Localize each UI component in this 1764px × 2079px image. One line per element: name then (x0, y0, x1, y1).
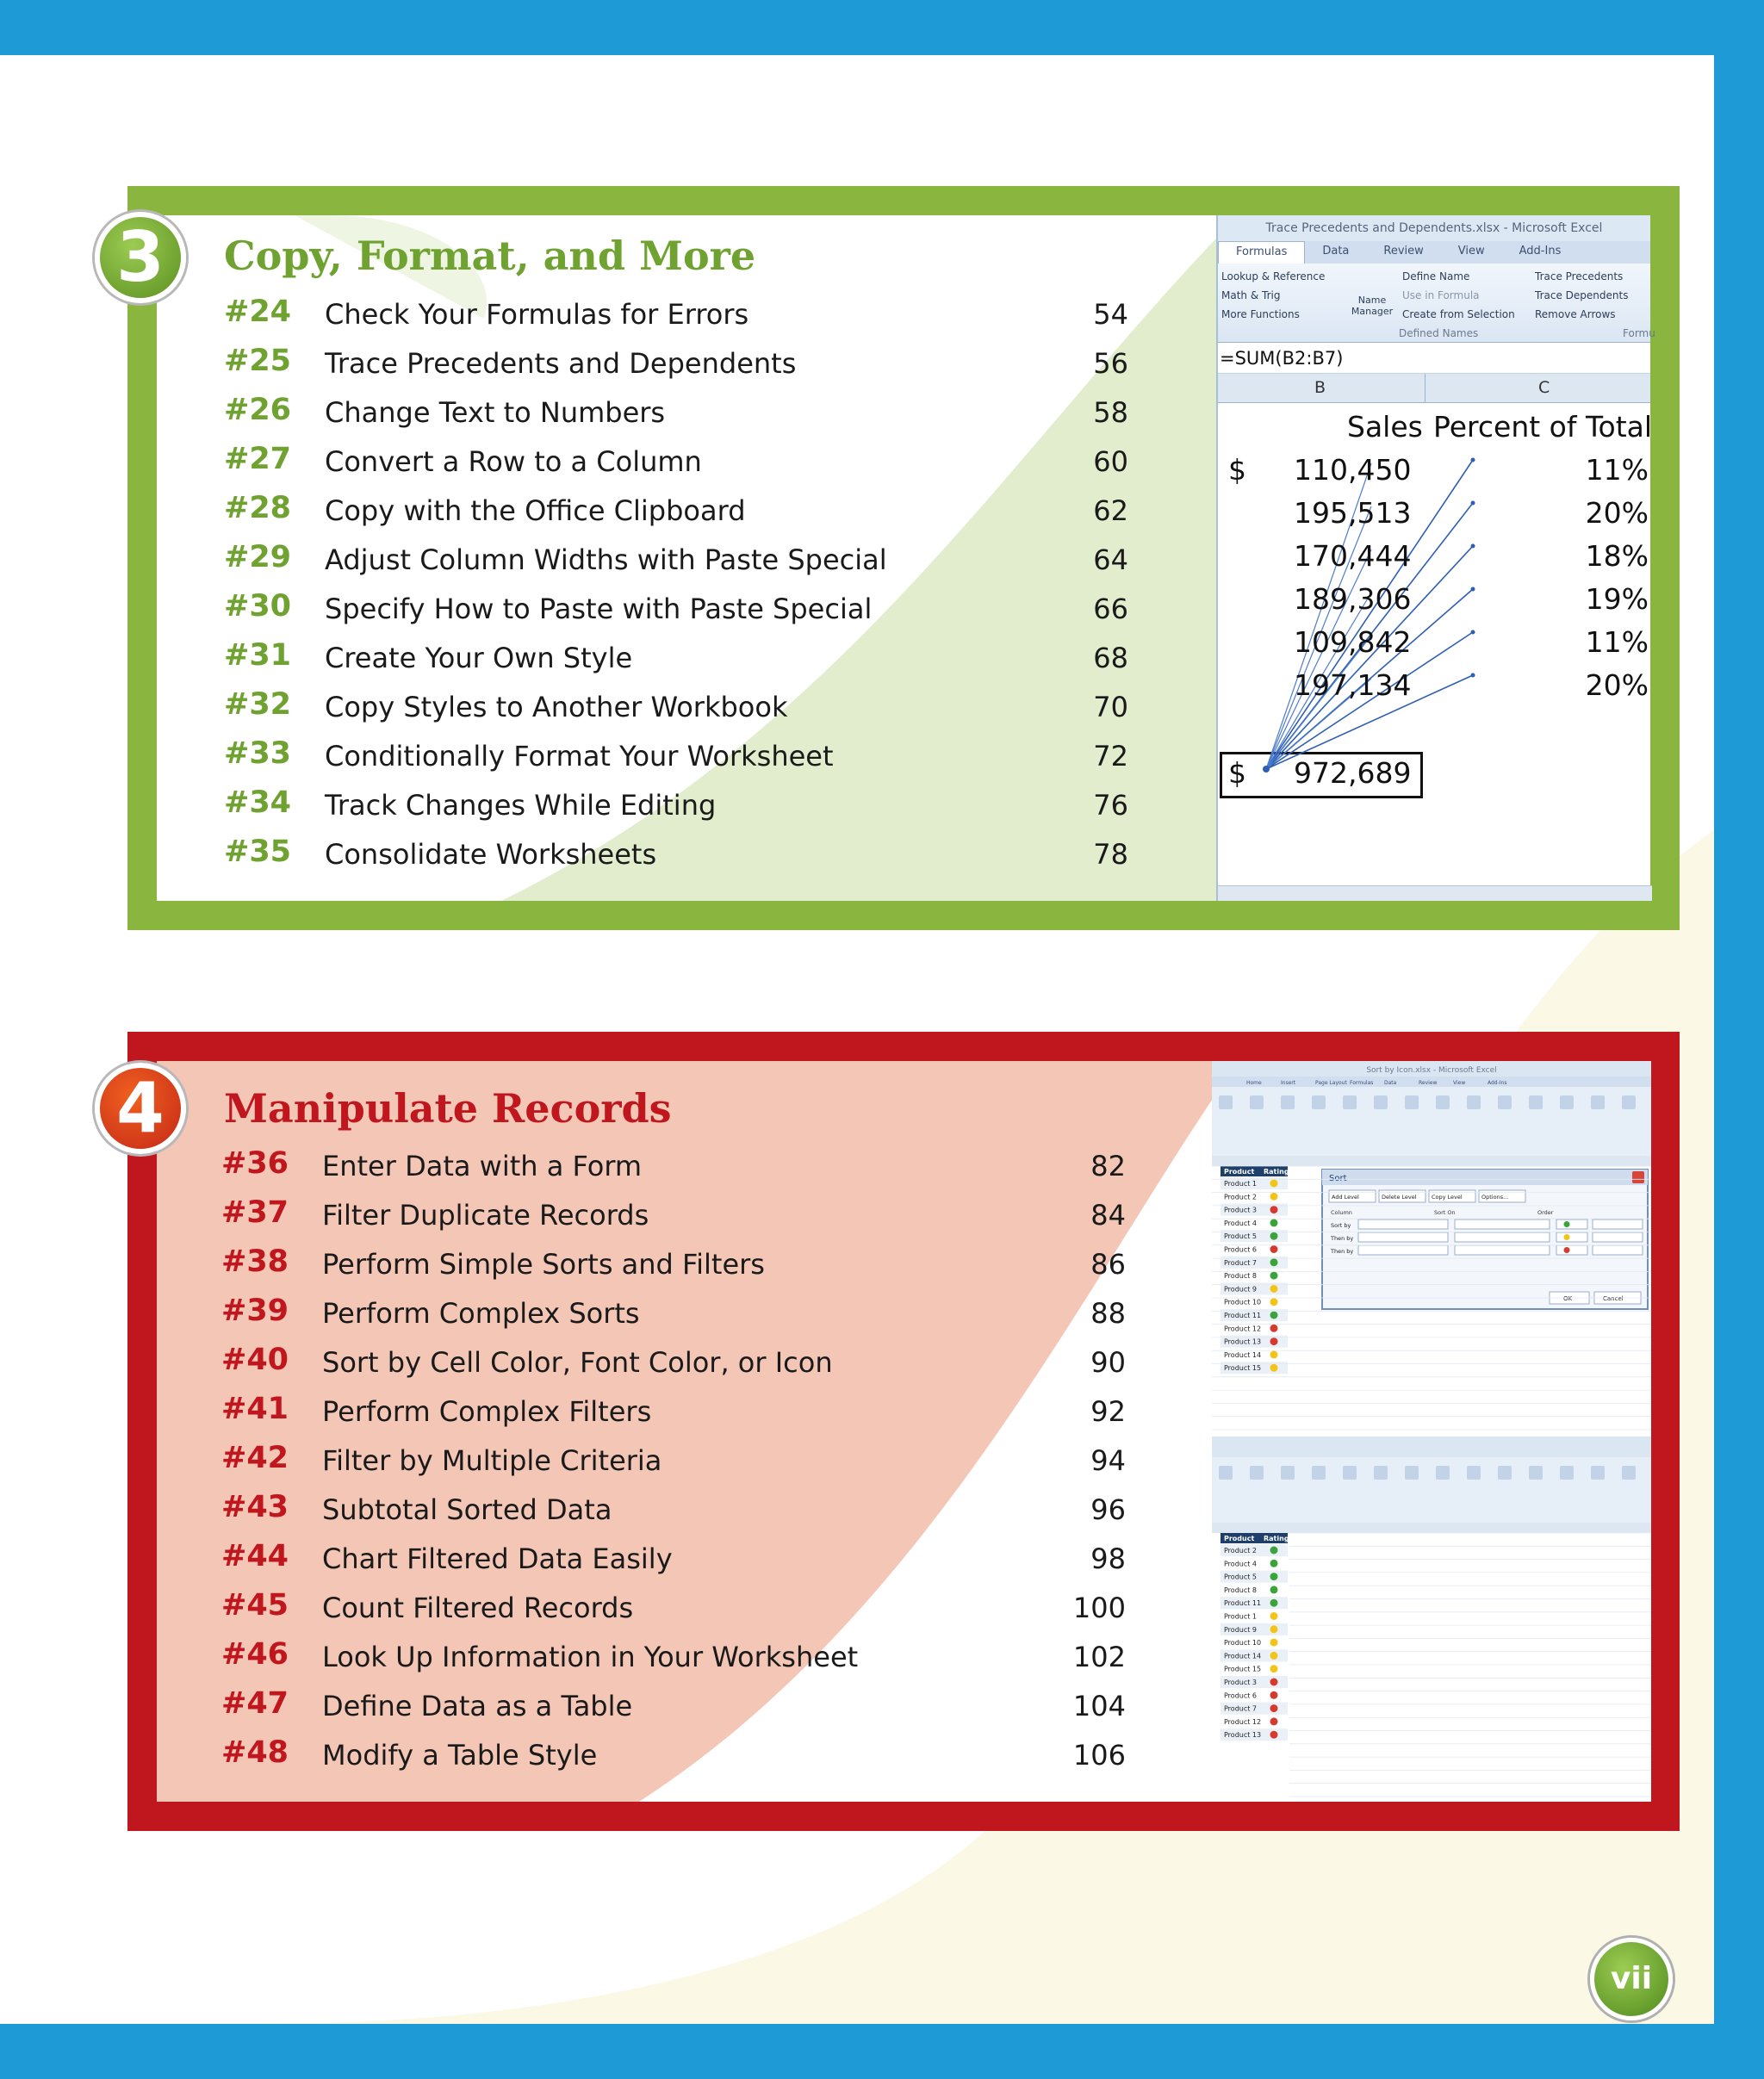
remove-arrows-button[interactable]: Remove Arrows (1535, 308, 1616, 320)
defined-names-group-label: Defined Names (1399, 327, 1479, 339)
toc-entry-title: Subtotal Sorted Data (322, 1493, 612, 1526)
ribbon (1212, 1087, 1651, 1156)
arrow-head (1471, 673, 1475, 678)
use-in-formula-button[interactable]: Use in Formula (1402, 289, 1480, 301)
order-icon (1564, 1234, 1570, 1240)
toc-entry-title: Look Up Information in Your Worksheet (322, 1641, 859, 1673)
toc-entry-page: 104 (1072, 1690, 1126, 1722)
ok-label: OK (1563, 1295, 1573, 1302)
toc-entry-number: #30 (224, 589, 292, 624)
arrow-origin (1263, 766, 1270, 773)
ribbon-icon (1281, 1095, 1295, 1109)
column-select (1358, 1245, 1448, 1255)
ribbon-icon (1405, 1466, 1419, 1480)
toc-entry-number: #39 (221, 1294, 289, 1328)
toc-entry-page: 86 (1090, 1248, 1126, 1281)
define-name-button[interactable]: Define Name (1402, 270, 1470, 282)
ribbon-icon (1219, 1466, 1233, 1480)
toc-entry-number: #24 (224, 295, 292, 329)
rating-icon (1270, 1206, 1278, 1213)
toc-entry-number: #25 (224, 344, 292, 378)
ribbon-icon (1343, 1466, 1357, 1480)
toc-entry-page: 70 (1093, 691, 1128, 723)
order-icon (1564, 1221, 1570, 1227)
toc-entry[interactable] (221, 1387, 1126, 1436)
dialog-row-label: Sort by (1331, 1222, 1351, 1229)
toc-entry-title: Filter Duplicate Records (322, 1199, 649, 1232)
product-name: Product 5 (1224, 1232, 1258, 1241)
toc-entry[interactable] (224, 289, 1128, 338)
column-select (1358, 1232, 1448, 1242)
ribbon-icon (1343, 1095, 1357, 1109)
column-c-header[interactable]: C (1538, 378, 1550, 397)
toc-entry[interactable] (221, 1632, 1126, 1681)
product-name: Product 15 (1224, 1364, 1262, 1373)
sales-header: Sales (1347, 410, 1423, 444)
toc-entry-page: 92 (1090, 1395, 1126, 1428)
ribbon-icon (1219, 1095, 1233, 1109)
toc-entry-title: Check Your Formulas for Errors (325, 298, 749, 331)
toc-entry-title: Perform Complex Sorts (322, 1297, 640, 1330)
page-number-badge: vii (1590, 1938, 1673, 2020)
toc-entry-number: #45 (221, 1588, 289, 1623)
ribbon-lower (1212, 1457, 1651, 1523)
total-value: 972,689 (1294, 756, 1412, 790)
toc-entry-page: 66 (1093, 593, 1128, 625)
toc-entry-title: Count Filtered Records (322, 1592, 634, 1624)
toc-entry-number: #41 (221, 1392, 289, 1426)
excel-ribbon (1218, 264, 1655, 343)
toc-entry[interactable] (221, 1190, 1126, 1239)
sort-on-select (1455, 1245, 1550, 1255)
product-name: Product 8 (1224, 1586, 1258, 1594)
toc-entry-number: #31 (224, 638, 292, 673)
section-4-title: Manipulate Records (224, 1085, 672, 1132)
product-header: Product (1224, 1535, 1255, 1542)
ribbon-icon (1436, 1095, 1450, 1109)
dollar-sign-first: $ (1228, 453, 1246, 487)
sales-cell[interactable]: 189,306 (1294, 582, 1412, 616)
sales-cell[interactable]: 109,842 (1294, 625, 1412, 659)
toc-entry-title: Sort by Cell Color, Font Color, or Icon (322, 1346, 833, 1379)
product-name: Product 13 (1224, 1731, 1262, 1740)
order-select (1593, 1219, 1643, 1229)
column-headers (1218, 374, 1650, 403)
ribbon-icon (1250, 1466, 1264, 1480)
dialog-column-label: Sort On (1434, 1209, 1456, 1216)
percent-cell[interactable]: 18% (1585, 539, 1649, 573)
ribbon-icon (1281, 1466, 1295, 1480)
percent-cell[interactable]: 11% (1585, 625, 1649, 659)
ribbon-icon (1405, 1095, 1419, 1109)
toc-entry-title: Chart Filtered Data Easily (322, 1542, 673, 1575)
product-name: Product 8 (1224, 1272, 1258, 1281)
ribbon-icon (1591, 1095, 1605, 1109)
product-name: Product 4 (1224, 1560, 1258, 1568)
arrow-head (1471, 544, 1475, 549)
rating-icon (1270, 1625, 1278, 1633)
toc-entry-title: Filter by Multiple Criteria (322, 1444, 662, 1477)
rating-header: Rating (1264, 1535, 1289, 1542)
toc-entry-number: #37 (221, 1195, 289, 1230)
sales-cell[interactable]: 197,134 (1294, 668, 1412, 702)
excel-ribbon-tabs (1218, 241, 1650, 264)
toc-entry[interactable] (221, 1681, 1126, 1730)
product-name: Product 12 (1224, 1325, 1262, 1333)
right-border (1714, 0, 1764, 2079)
product-name: Product 4 (1224, 1219, 1258, 1227)
rating-icon (1270, 1364, 1278, 1372)
icon-select (1556, 1219, 1587, 1229)
toc-entry[interactable] (221, 1141, 1126, 1190)
ribbon-tab: Data (1384, 1080, 1397, 1086)
toc-entry[interactable] (221, 1337, 1126, 1387)
toc-entry[interactable] (221, 1239, 1126, 1288)
ribbon-icon (1591, 1466, 1605, 1480)
close-icon (1632, 1171, 1644, 1183)
rating-icon (1270, 1599, 1278, 1607)
toc-entry[interactable] (224, 731, 1128, 780)
ribbon-icon (1436, 1466, 1450, 1480)
toc-entry-page: 78 (1093, 838, 1128, 871)
ribbon-tab[interactable]: View (1457, 245, 1485, 258)
ribbon-tab[interactable]: Review (1383, 245, 1424, 258)
ribbon-icon (1498, 1466, 1512, 1480)
product-name: Product 6 (1224, 1691, 1258, 1700)
section-3-badge: 3 (95, 212, 186, 303)
name-manager-button[interactable]: Name Manager (1351, 295, 1394, 317)
top-border (0, 0, 1764, 55)
rating-icon (1270, 1245, 1278, 1253)
toc-entry-page: 106 (1072, 1739, 1126, 1772)
toc-entry-number: #43 (221, 1490, 289, 1524)
ribbon-icon (1374, 1466, 1388, 1480)
ribbon-tab: View (1453, 1080, 1466, 1086)
icon-select (1556, 1232, 1587, 1242)
toc-entry-number: #36 (221, 1146, 289, 1181)
toc-entry[interactable] (224, 584, 1128, 633)
formula-bar[interactable]: =SUM(B2:B7) (1218, 343, 1650, 374)
sales-cell[interactable]: 170,444 (1294, 539, 1412, 573)
ribbon-tab: Insert (1281, 1080, 1296, 1086)
sales-cell[interactable]: 110,450 (1294, 453, 1412, 487)
toc-entry-page: 90 (1090, 1346, 1126, 1379)
ribbon-tab: Review (1419, 1080, 1438, 1086)
section-3-title: Copy, Format, and More (224, 233, 756, 279)
toc-entry-title: Enter Data with a Form (322, 1150, 643, 1182)
toc-entry-title: Copy Styles to Another Workbook (325, 691, 788, 723)
toc-entry[interactable] (224, 535, 1128, 584)
toc-entry-page: 84 (1090, 1199, 1126, 1232)
dialog-button-label: Add Level (1332, 1194, 1359, 1201)
sort-dialog-titlebar (1322, 1170, 1648, 1185)
product-name: Product 9 (1224, 1285, 1258, 1294)
section-4-badge: 4 (95, 1063, 186, 1154)
product-name: Product 7 (1224, 1258, 1258, 1267)
ribbon-tab: Add-Ins (1488, 1080, 1507, 1086)
toc-entry-page: 60 (1093, 445, 1128, 478)
toc-entry-number: #46 (221, 1637, 289, 1672)
product-name: Product 14 (1224, 1652, 1262, 1660)
rating-icon (1270, 1652, 1278, 1660)
product-name: Product 1 (1224, 1180, 1258, 1188)
column-b-header[interactable]: B (1314, 378, 1326, 397)
more-functions-button[interactable]: More Functions (1221, 308, 1300, 320)
section-3-toc (224, 289, 1128, 878)
dialog-button-label: Copy Level (1432, 1194, 1463, 1201)
trace-precedents-button[interactable]: Trace Precedents (1535, 270, 1624, 282)
percent-cell[interactable]: 19% (1585, 582, 1649, 616)
column-headers-lower (1212, 1523, 1651, 1533)
product-name: Product 15 (1224, 1665, 1262, 1673)
cancel-label: Cancel (1603, 1295, 1624, 1302)
product-name: Product 10 (1224, 1298, 1262, 1306)
toc-entry-title: Track Changes While Editing (325, 789, 717, 822)
product-name: Product 9 (1224, 1625, 1258, 1634)
arrow-head (1471, 501, 1475, 506)
sort-on-select (1455, 1232, 1550, 1242)
toc-entry-title: Convert a Row to a Column (325, 445, 702, 478)
product-name: Product 11 (1224, 1599, 1262, 1608)
toc-entry-number: #26 (224, 393, 292, 427)
ribbon-tab[interactable]: Add-Ins (1519, 245, 1562, 258)
toc-entry-title: Change Text to Numbers (325, 396, 666, 429)
bottom-border (0, 2024, 1764, 2079)
formula-auditing-group-label: Formu (1623, 327, 1655, 339)
rating-header: Rating (1264, 1168, 1289, 1176)
product-name: Product 1 (1224, 1612, 1258, 1621)
rating-icon (1270, 1679, 1278, 1686)
percent-header: Percent of Total (1433, 410, 1653, 444)
toc-entry-page: 102 (1072, 1641, 1126, 1673)
toc-entry-title: Conditionally Format Your Worksheet (325, 740, 834, 773)
toc-entry[interactable] (221, 1436, 1126, 1485)
rating-icon (1270, 1547, 1278, 1555)
toc-entry-title: Consolidate Worksheets (325, 838, 657, 871)
toc-entry-number: #44 (221, 1539, 289, 1573)
product-name: Product 3 (1224, 1206, 1258, 1214)
section-4-toc (221, 1141, 1126, 1779)
toc-entry-number: #40 (221, 1343, 289, 1377)
rating-icon (1270, 1573, 1278, 1580)
rating-icon (1270, 1219, 1278, 1226)
toc-entry[interactable] (224, 633, 1128, 682)
ribbon-icon (1312, 1466, 1326, 1480)
toc-entry-page: 58 (1093, 396, 1128, 429)
toc-entry[interactable] (224, 780, 1128, 829)
toc-entry-page: 76 (1093, 789, 1128, 822)
ribbon-icon (1622, 1466, 1636, 1480)
toc-entry-page: 54 (1093, 298, 1128, 331)
sheet-tabs-bar (1212, 1437, 1651, 1457)
product-name: Product 5 (1224, 1573, 1258, 1581)
toc-entry-number: #32 (224, 687, 292, 722)
rating-icon (1270, 1560, 1278, 1567)
sort-screenshot-drawing (1212, 1061, 1651, 1802)
toc-entry-page: 88 (1090, 1297, 1126, 1330)
icon-select (1556, 1245, 1587, 1255)
toc-entry-number: #48 (221, 1735, 289, 1770)
toc-entry[interactable] (224, 338, 1128, 388)
rating-icon (1270, 1704, 1278, 1712)
rating-icon (1270, 1312, 1278, 1319)
product-name: Product 10 (1224, 1639, 1262, 1648)
column-select (1358, 1219, 1448, 1229)
rating-icon (1270, 1193, 1278, 1201)
ribbon-tab: Page Layout (1315, 1080, 1347, 1086)
arrow-head (1471, 587, 1475, 592)
ribbon-tab[interactable]: Data (1322, 245, 1350, 258)
toc-entry-title: Perform Complex Filters (322, 1395, 652, 1428)
toc-entry-page: 94 (1090, 1444, 1126, 1477)
rating-icon (1270, 1612, 1278, 1620)
toc-entry[interactable] (221, 1534, 1126, 1583)
toc-entry-title: Define Data as a Table (322, 1690, 633, 1722)
rating-icon (1270, 1258, 1278, 1266)
order-select (1593, 1232, 1643, 1242)
rating-icon (1270, 1272, 1278, 1280)
rating-icon (1270, 1325, 1278, 1332)
toc-entry[interactable] (224, 682, 1128, 731)
dialog-column-label: Column (1331, 1209, 1352, 1216)
rating-icon (1270, 1350, 1278, 1358)
lookup-reference-button[interactable]: Lookup & Reference (1221, 270, 1326, 282)
ribbon-tab[interactable]: Formulas (1218, 241, 1305, 264)
rating-icon (1270, 1665, 1278, 1673)
product-name: Product 3 (1224, 1679, 1258, 1686)
toc-entry-number: #35 (224, 835, 292, 869)
create-from-selection-button[interactable]: Create from Selection (1402, 308, 1515, 320)
sales-cell[interactable]: 195,513 (1294, 496, 1412, 530)
sort-by-icon-screenshot (1212, 1061, 1651, 1802)
trace-precedents-screenshot (1216, 215, 1655, 901)
ribbon-icon (1498, 1095, 1512, 1109)
toc-entry-page: 98 (1090, 1542, 1126, 1575)
product-name: Product 2 (1224, 1547, 1258, 1555)
toc-entry-page: 72 (1093, 740, 1128, 773)
toc-entry-page: 96 (1090, 1493, 1126, 1526)
toc-entry-page: 68 (1093, 642, 1128, 674)
toc-entry-number: #29 (224, 540, 292, 574)
excel-title: Sort by Icon.xlsx - Microsoft Excel (1366, 1066, 1497, 1075)
ribbon-icon (1374, 1095, 1388, 1109)
arrow-head (1471, 630, 1475, 635)
rating-icon (1270, 1298, 1278, 1306)
ribbon-icon (1560, 1095, 1574, 1109)
toc-entry-number: #47 (221, 1686, 289, 1721)
product-name: Product 6 (1224, 1245, 1258, 1254)
ribbon-icon (1467, 1466, 1481, 1480)
order-icon (1564, 1247, 1570, 1253)
ribbon-icon (1529, 1466, 1543, 1480)
worksheet-grid[interactable] (1218, 403, 1653, 885)
column-headers (1212, 1156, 1651, 1166)
toc-entry-number: #34 (224, 785, 292, 820)
toc-entry-title: Specify How to Paste with Paste Special (325, 593, 873, 625)
toc-entry[interactable] (221, 1583, 1126, 1632)
rating-icon (1270, 1639, 1278, 1647)
product-name: Product 11 (1224, 1312, 1262, 1319)
arrow-head (1471, 458, 1475, 462)
toc-entry[interactable] (221, 1288, 1126, 1337)
order-select (1593, 1245, 1643, 1255)
toc-entry-page: 82 (1090, 1150, 1126, 1182)
toc-entry-number: #27 (224, 442, 292, 476)
trace-dependents-button[interactable]: Trace Dependents (1535, 289, 1629, 301)
product-name: Product 2 (1224, 1193, 1258, 1201)
percent-cell[interactable]: 11% (1585, 453, 1649, 487)
ribbon-icon (1560, 1466, 1574, 1480)
toc-entry[interactable] (221, 1730, 1126, 1779)
toc-entry-page: 56 (1093, 347, 1128, 380)
rating-icon (1270, 1731, 1278, 1739)
product-name: Product 13 (1224, 1337, 1262, 1346)
toc-entry-number: #28 (224, 491, 292, 525)
sort-dialog-title: Sort (1329, 1174, 1347, 1183)
rating-icon (1270, 1285, 1278, 1293)
dialog-row-label: Then by (1331, 1248, 1354, 1255)
toc-entry-title: Adjust Column Widths with Paste Special (325, 543, 887, 576)
toc-entry[interactable] (224, 437, 1128, 486)
rating-icon (1270, 1691, 1278, 1699)
toc-entry[interactable] (224, 388, 1128, 437)
product-header: Product (1224, 1168, 1255, 1176)
toc-entry-title: Perform Simple Sorts and Filters (322, 1248, 765, 1281)
product-name: Product 14 (1224, 1350, 1262, 1359)
percent-cell[interactable]: 20% (1585, 668, 1649, 702)
dialog-row-label: Then by (1331, 1235, 1354, 1242)
toc-entry[interactable] (224, 829, 1128, 878)
dialog-button-label: Options... (1481, 1194, 1509, 1201)
toc-entry-page: 64 (1093, 543, 1128, 576)
toc-entry-number: #42 (221, 1441, 289, 1475)
ribbon-icon (1529, 1095, 1543, 1109)
ribbon-icon (1622, 1095, 1636, 1109)
toc-entry-number: #33 (224, 736, 292, 771)
toc-entry-title: Copy with the Office Clipboard (325, 494, 746, 527)
rating-icon (1270, 1180, 1278, 1188)
product-name: Product 12 (1224, 1717, 1262, 1726)
toc-entry[interactable] (221, 1485, 1126, 1534)
toc-entry-page: 62 (1093, 494, 1128, 527)
ribbon-icon (1250, 1095, 1264, 1109)
rating-icon (1270, 1337, 1278, 1345)
excel-title-bar: Trace Precedents and Dependents.xlsx - Microsoft Excel (1218, 215, 1650, 241)
rating-icon (1270, 1586, 1278, 1593)
percent-cell[interactable]: 20% (1585, 496, 1649, 530)
dialog-button-label: Delete Level (1382, 1194, 1417, 1201)
ribbon-tab: Formulas (1350, 1080, 1374, 1086)
toc-entry[interactable] (224, 486, 1128, 535)
toc-entry-number: #38 (221, 1244, 289, 1279)
toc-entry-title: Trace Precedents and Dependents (325, 347, 797, 380)
rating-icon (1270, 1232, 1278, 1240)
ribbon-icon (1467, 1095, 1481, 1109)
toc-entry-title: Create Your Own Style (325, 642, 633, 674)
ribbon-icon (1312, 1095, 1326, 1109)
ribbon-tab: Home (1246, 1080, 1262, 1086)
math-trig-button[interactable]: Math & Trig (1221, 289, 1281, 301)
toc-entry-title: Modify a Table Style (322, 1739, 598, 1772)
dialog-column-label: Order (1537, 1209, 1554, 1216)
product-name: Product 7 (1224, 1704, 1258, 1713)
horizontal-scrollbar[interactable] (1218, 885, 1652, 901)
toc-entry-page: 100 (1072, 1592, 1126, 1624)
rating-icon (1270, 1717, 1278, 1725)
sort-on-select (1455, 1219, 1550, 1229)
dollar-sign-total: $ (1228, 756, 1246, 790)
